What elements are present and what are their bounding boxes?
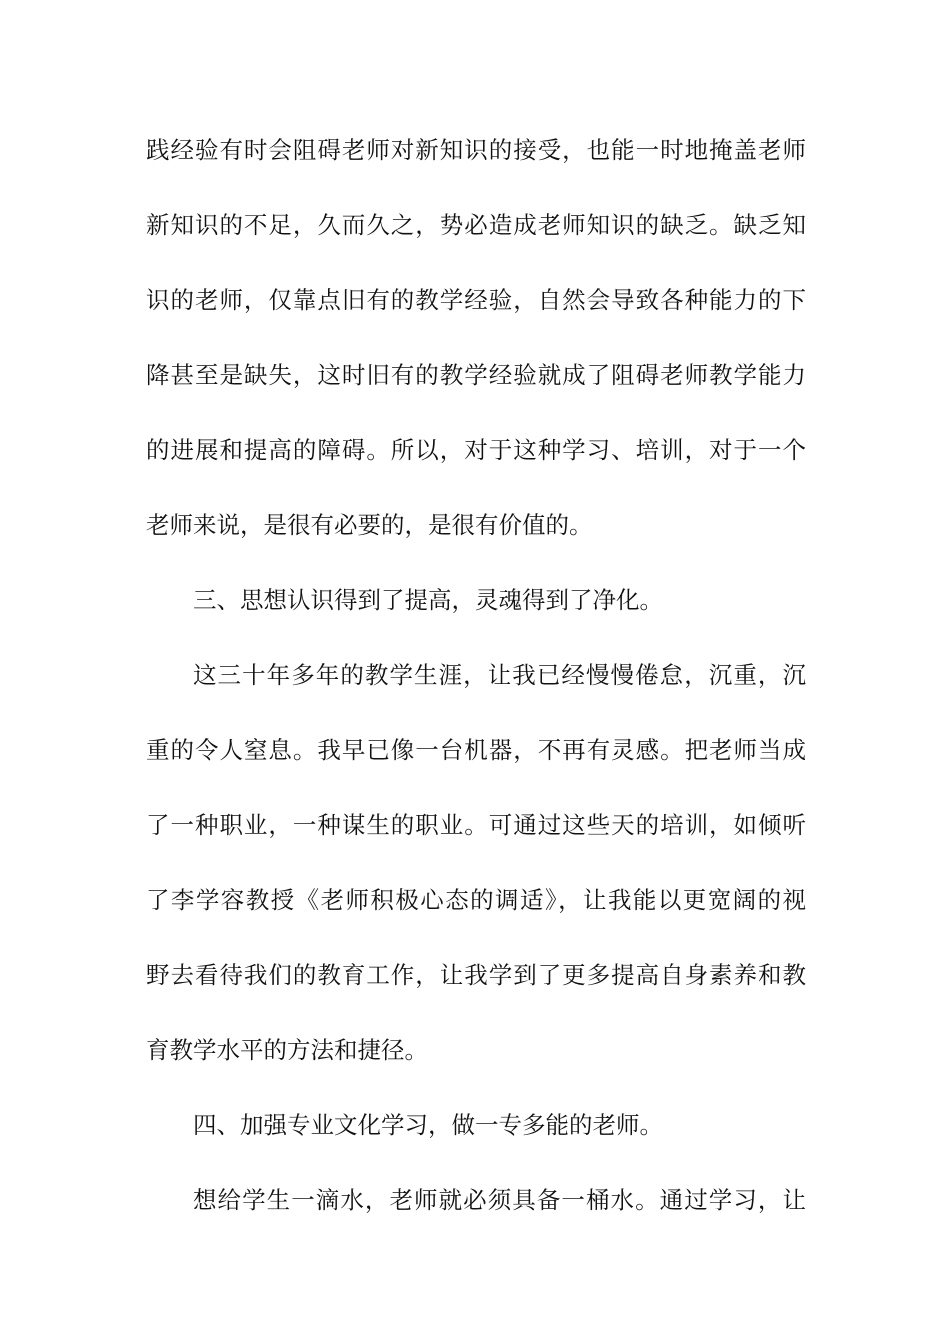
paragraph-line: 了一种职业，一种谋生的职业。可通过这些天的培训，如倾听 (146, 811, 806, 839)
paragraph-line: 降甚至是缺失，这时旧有的教学经验就成了阻碍老师教学能力 (146, 361, 806, 389)
paragraph-line: 这三十年多年的教学生涯，让我已经慢慢倦怠，沉重，沉 (193, 661, 806, 689)
paragraph-line: 老师来说，是很有必要的，是很有价值的。 (146, 511, 593, 539)
section-heading-four: 四、加强专业文化学习，做一专多能的老师。 (193, 1111, 663, 1139)
paragraph-line: 新知识的不足，久而久之，势必造成老师知识的缺乏。缺乏知 (146, 211, 806, 239)
paragraph-line: 育教学水平的方法和捷径。 (146, 1036, 428, 1064)
paragraph-line: 想给学生一滴水，老师就必须具备一桶水。通过学习，让 (193, 1186, 806, 1214)
paragraph-line: 了李学容教授《老师积极心态的调适》，让我能以更宽阔的视 (146, 886, 806, 914)
section-heading-three: 三、思想认识得到了提高，灵魂得到了净化。 (193, 586, 663, 614)
paragraph-line: 重的令人窒息。我早已像一台机器，不再有灵感。把老师当成 (146, 736, 806, 764)
paragraph-line: 践经验有时会阻碍老师对新知识的接受，也能一时地掩盖老师 (146, 136, 806, 164)
paragraph-line: 野去看待我们的教育工作，让我学到了更多提高自身素养和教 (146, 961, 806, 989)
paragraph-line: 识的老师，仅靠点旧有的教学经验，自然会导致各种能力的下 (146, 286, 806, 314)
paragraph-line: 的进展和提高的障碍。所以，对于这种学习、培训，对于一个 (146, 436, 806, 464)
